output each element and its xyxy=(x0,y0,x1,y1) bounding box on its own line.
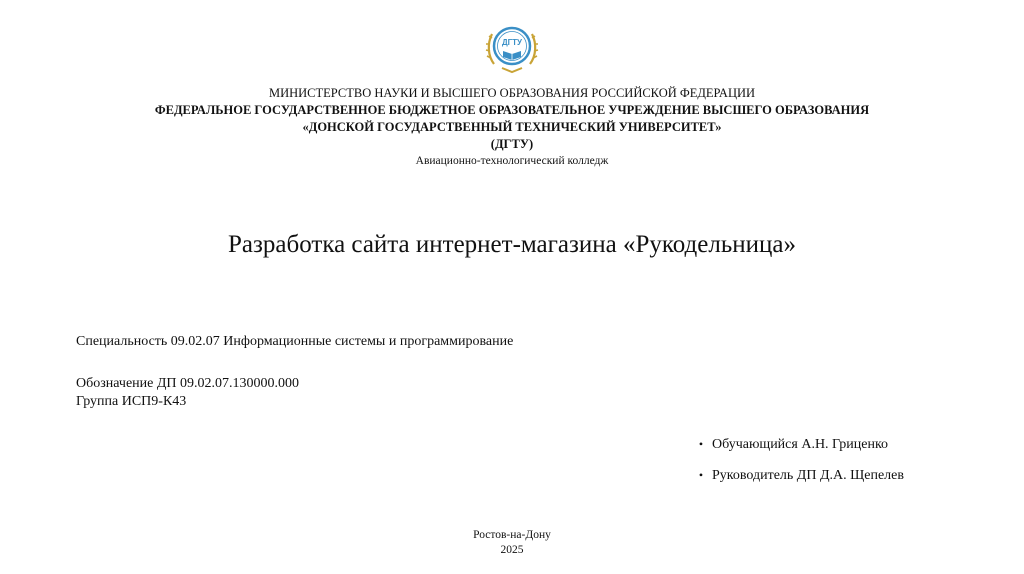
university-logo xyxy=(484,18,540,78)
presentation-title: Разработка сайта интернет-магазина «Рукодельница» xyxy=(228,231,796,258)
student-name: Обучающийся А.Н. Гриценко xyxy=(712,437,889,452)
institution-line-1: ФЕДЕРАЛЬНОЕ ГОСУДАРСТВЕННОЕ БЮДЖЕТНОЕ ОБРАЗОВАТЕЛЬНОЕ УЧРЕЖДЕНИЕ ВЫСШЕГО ОБРАЗОВАНИЯ xyxy=(154,103,870,117)
specialty-text: Специальность 09.02.07 Информационные системы и программирование xyxy=(76,334,514,349)
city-text: Ростов-на-Дону xyxy=(473,529,551,541)
bullet-icon: • xyxy=(698,437,704,451)
people-list xyxy=(690,435,990,497)
bullet-icon: • xyxy=(698,468,704,482)
year-text: 2025 xyxy=(500,544,524,556)
logo-text: ДГТУ xyxy=(501,38,523,47)
group-text: Группа ИСП9-К43 xyxy=(76,394,187,409)
designation-text: Обозначение ДП 09.02.07.130000.000 xyxy=(76,376,300,391)
list-item xyxy=(690,435,990,454)
institution-line-2: «ДОНСКОЙ ГОСУДАРСТВЕННЫЙ ТЕХНИЧЕСКИЙ УНИВЕРСИТЕТ» xyxy=(302,120,722,134)
list-item xyxy=(690,466,990,485)
footer xyxy=(0,528,1024,558)
college-name: Авиационно-технологический колледж xyxy=(415,155,609,167)
institution-abbreviation: (ДГТУ) xyxy=(490,137,534,151)
ministry-line: МИНИСТЕРСТВО НАУКИ И ВЫСШЕГО ОБРАЗОВАНИЯ РОССИЙСКОЙ ФЕДЕРАЦИИ xyxy=(268,86,756,100)
header xyxy=(0,85,1024,170)
supervisor-name: Руководитель ДП Д.А. Щепелев xyxy=(712,468,904,483)
